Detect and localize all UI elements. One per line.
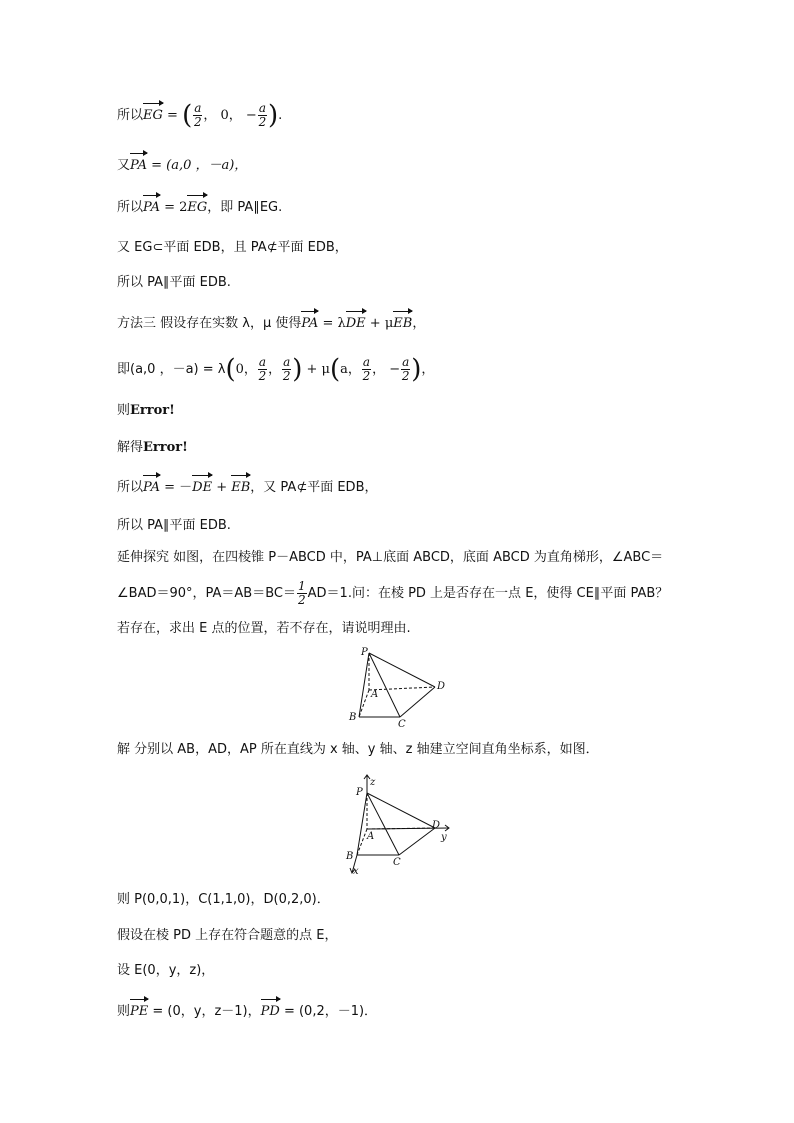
line-lambda-mu (117, 356, 434, 383)
line-set-e: 设 E(0，y，z)， (117, 963, 215, 978)
text: = 2 (159, 200, 188, 215)
text: ∠BAD＝90°，PA＝AB＝BC＝ (117, 586, 296, 601)
text: 所以 (117, 108, 144, 123)
label-x: x (353, 866, 359, 877)
text: ， (412, 316, 426, 331)
fraction: $\frac{a}{2}$ (258, 101, 267, 129)
vector-eg: EG (143, 102, 163, 124)
text: ， − (372, 362, 401, 377)
text: a， (340, 362, 361, 377)
line-assume-e: 假设在棱 PD 上存在符合题意的点 E， (117, 928, 338, 943)
text: ， 0， − (203, 108, 257, 123)
vector-pd: PD (261, 998, 280, 1020)
line-extension-problem-2 (117, 580, 668, 607)
paren: ) (267, 100, 279, 131)
edge-ab (357, 829, 367, 855)
text: AD＝1.问：在棱 PD 上是否存在一点 E，使得 CE∥平面 PAB？ (307, 586, 669, 601)
line-extension-problem-3: 若存在，求出 E 点的位置，若不存在，请说明理由. (117, 621, 411, 636)
text: = (0,2，－1)． (279, 1004, 378, 1019)
vector-de: DE (192, 474, 212, 496)
edge-pb (359, 653, 369, 717)
vector-pa: PA (143, 474, 160, 496)
edge-pd (369, 653, 435, 687)
paren: ( (225, 354, 236, 385)
line-coordinates: 则 P(0,0,1)，C(1,1,0)，D(0,2,0)． (117, 892, 330, 907)
vector-eb: EB (231, 474, 250, 496)
text: ， (268, 362, 282, 377)
vector-eb: EB (393, 310, 412, 332)
paren: ( (182, 100, 193, 131)
label-d: D (437, 681, 446, 692)
text: 方法三 假设存在实数 λ，μ 使得 (117, 316, 302, 331)
line-pe-pd-vectors (117, 998, 377, 1020)
text: ，即 PA∥EG. (207, 200, 283, 215)
text: 0， (235, 362, 257, 377)
coordinate-figure (337, 773, 457, 878)
fraction: $\frac{1}{2}$ (298, 579, 306, 607)
line-then-error (117, 403, 175, 419)
edge-pb (357, 793, 367, 855)
paren: ) (411, 354, 422, 385)
text: 所以 (117, 200, 144, 215)
pyramid-figure (345, 645, 450, 730)
error-text: Error! (130, 403, 175, 418)
line-method-three (117, 310, 425, 332)
text: = － (159, 480, 193, 495)
line-solution-intro: 解 分别以 AB，AD，AP 所在直线为 x 轴、y 轴、z 轴建立空间直角坐标系，如图． (117, 742, 599, 757)
edge-cd (399, 828, 435, 855)
text: ，又 PA⊄平面 EDB， (250, 480, 378, 495)
line-pa-vector (117, 152, 247, 174)
line-conclusion-1: 所以 PA∥平面 EDB. (117, 275, 231, 290)
edge-pd (367, 793, 435, 828)
label-y: y (441, 832, 447, 843)
text: + μ (302, 362, 330, 377)
line-pa-combination (117, 474, 377, 496)
fraction: $\frac{a}{2}$ (282, 355, 291, 383)
label-c: C (398, 719, 406, 730)
vector-eg: EG (187, 194, 207, 216)
vector-pa: PA (143, 194, 160, 216)
text: ， (421, 362, 435, 377)
edge-ab (359, 690, 369, 717)
text: = λ (318, 316, 346, 331)
text: = (162, 108, 183, 123)
vector-de: DE (346, 310, 366, 332)
line-conclusion-2: 所以 PA∥平面 EDB. (117, 518, 231, 533)
label-b: B (346, 851, 354, 862)
line-extension-problem: 延伸探究 如图，在四棱锥 P－ABCD 中，PA⊥底面 ABCD，底面 ABCD 为直角梯形，∠ABC＝ (117, 550, 664, 565)
edge-cd (400, 687, 435, 717)
edge-pc (367, 793, 399, 855)
fraction: $\frac{a}{2}$ (362, 355, 371, 383)
text: 又 (117, 158, 131, 173)
vector-pe: PE (130, 998, 148, 1020)
label-c: C (393, 857, 401, 868)
line-solve-error (117, 440, 188, 456)
line-eg-vector (117, 102, 282, 129)
vector-pa: PA (301, 310, 318, 332)
label-z: z (370, 777, 376, 788)
label-a: A (367, 831, 375, 842)
fraction: $\frac{a}{2}$ (258, 355, 267, 383)
text: . (278, 108, 283, 123)
vector-pa: PA (130, 152, 147, 174)
text: 即(a,0 ，－a) = λ (117, 362, 226, 377)
line-pa-eq-2eg (117, 194, 282, 216)
text: 解得 (117, 440, 144, 455)
error-text: Error! (143, 440, 188, 455)
text: = (a,0 ，－a)， (146, 158, 248, 173)
fraction: $\frac{a}{2}$ (193, 101, 202, 129)
label-d: D (432, 820, 441, 831)
text: 则 (117, 1004, 131, 1019)
text: = (0，y，z－1)， (148, 1004, 261, 1019)
paren: ) (292, 354, 303, 385)
label-p: P (361, 647, 368, 658)
fraction: $\frac{a}{2}$ (401, 355, 410, 383)
text: 则 (117, 403, 131, 418)
text: + (212, 480, 232, 495)
text: + μ (365, 316, 394, 331)
line-eg-in-plane: 又 EG⊂平面 EDB，且 PA⊄平面 EDB， (117, 240, 348, 255)
text: 所以 (117, 480, 144, 495)
edge-ad (369, 687, 435, 690)
edge-pc (369, 653, 400, 717)
label-a: A (371, 689, 379, 700)
label-p: P (356, 787, 363, 798)
paren: ( (330, 354, 341, 385)
label-b: B (349, 712, 357, 723)
